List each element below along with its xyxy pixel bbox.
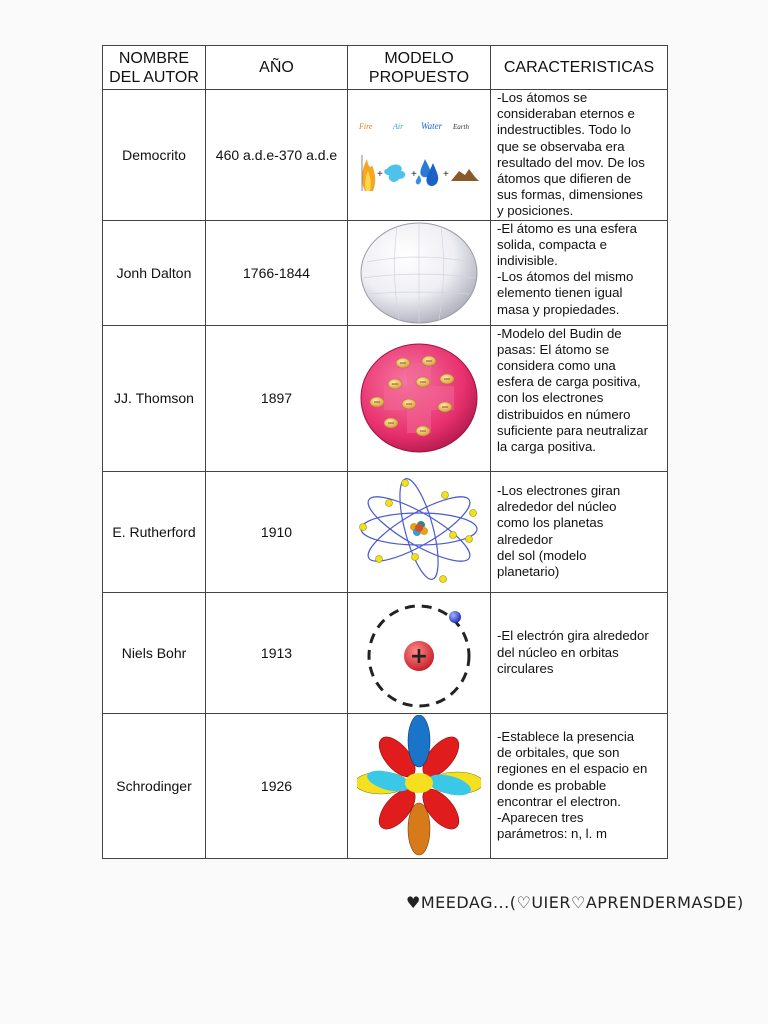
author-cell: Jonh Dalton xyxy=(103,220,206,325)
year-cell: 1766-1844 xyxy=(206,220,348,325)
svg-text:+: + xyxy=(409,643,429,669)
water-label: Water xyxy=(421,120,443,131)
table-row xyxy=(103,471,668,592)
plum-pudding-icon xyxy=(357,341,481,455)
fire-label: Fire xyxy=(359,121,373,131)
header-author: NOMBRE DEL AUTOR xyxy=(103,46,206,90)
author-cell: Niels Bohr xyxy=(103,592,206,713)
year-cell: 1926 xyxy=(206,713,348,858)
solid-sphere-icon xyxy=(357,222,481,324)
model-cell xyxy=(348,220,491,325)
planetary-atom-icon xyxy=(357,477,481,587)
description-cell: -El electrón gira alrededor del núcleo en orbitas circulares xyxy=(491,592,668,713)
model-cell xyxy=(348,325,491,471)
year-cell: 460 a.d.e-370 a.d.e xyxy=(206,90,348,221)
description-cell: -Modelo del Budin de pasas: El átomo se considera como una esfera de carga positiva, con los electrones distribuidos en número suficiente para neutralizar la carga positiva. xyxy=(491,325,668,471)
svg-text:+: + xyxy=(377,168,383,180)
description-cell: -Los átomos se consideraban eternos e indestructibles. Todo lo que se observaba era resultado del mov. De los átomos que difieren de sus formas, dimensiones y posiciones. xyxy=(491,90,668,221)
earth-label: Earth xyxy=(453,122,469,131)
description-cell: -El átomo es una esfera solida, compacta e indivisible. -Los átomos del mismo elemento tienen igual masa y propiedades. xyxy=(491,220,668,325)
header-model: MODELO PROPUESTO xyxy=(348,46,491,90)
svg-text:+: + xyxy=(443,168,449,180)
model-cell xyxy=(348,90,491,221)
svg-text:+: + xyxy=(411,168,417,180)
description-cell: -Establece la presencia de orbitales, que son regiones en el espacio en donde es probable encontrar el electron. -Aparecen tres parámetros: n, l. m xyxy=(491,713,668,858)
model-cell xyxy=(348,713,491,858)
table-row xyxy=(103,90,668,221)
orbitals-icon xyxy=(357,715,481,857)
table-row xyxy=(103,220,668,325)
author-cell: JJ. Thomson xyxy=(103,325,206,471)
author-signature: ♥MEEDAG...(♡UIER♡APRENDERMASDE) xyxy=(406,893,744,912)
air-label: Air xyxy=(393,121,404,131)
author-cell: Democrito xyxy=(103,90,206,221)
header-features: CARACTERISTICAS xyxy=(491,46,668,90)
four-elements-icon xyxy=(357,115,481,195)
description-cell: -Los electrones giran alrededor del núcleo como los planetas alrededor del sol (modelo planetario) xyxy=(491,471,668,592)
table-row xyxy=(103,325,668,471)
year-cell: 1897 xyxy=(206,325,348,471)
bohr-orbit-icon xyxy=(357,597,481,709)
model-cell xyxy=(348,471,491,592)
table-row xyxy=(103,592,668,713)
author-cell: Schrodinger xyxy=(103,713,206,858)
atomic-models-table xyxy=(102,45,668,859)
table-row xyxy=(103,713,668,858)
header-row xyxy=(103,46,668,90)
year-cell: 1913 xyxy=(206,592,348,713)
header-year: AÑO xyxy=(206,46,348,90)
year-cell: 1910 xyxy=(206,471,348,592)
author-cell: E. Rutherford xyxy=(103,471,206,592)
model-cell xyxy=(348,592,491,713)
